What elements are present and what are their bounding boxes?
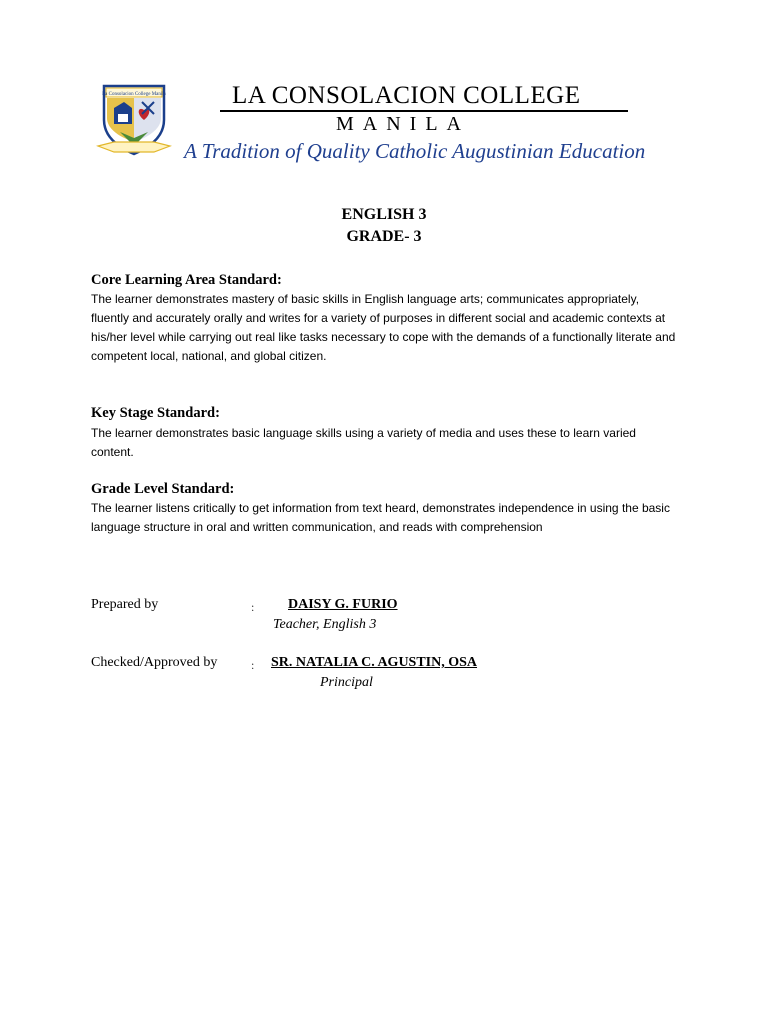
college-seal-logo [96, 80, 172, 158]
prepared-by-colon: : [251, 600, 255, 614]
checked-by-colon: : [251, 658, 255, 672]
grade-level-heading: Grade Level Standard: [91, 481, 235, 497]
grade-level-text: The learner listens critically to get information from text heard, demonstrates independence in using the basic language structure in oral and written communication, and reads with comprehension [91, 501, 670, 534]
core-standard-heading: Core Learning Area Standard: [91, 272, 282, 288]
college-name: LA CONSOLACION COLLEGE [232, 82, 581, 109]
college-tagline: A Tradition of Quality Catholic Augustinian Education [184, 139, 646, 163]
prepared-by-label: Prepared by [91, 597, 159, 612]
approver-title: Principal [320, 675, 373, 690]
key-stage-heading: Key Stage Standard: [91, 405, 220, 421]
svg-text:La Consolacion College Manila: La Consolacion College Manila [102, 92, 166, 97]
preparer-name: DAISY G. FURIO [288, 597, 398, 612]
college-city: MANILA [336, 113, 470, 135]
core-standard-text: The learner demonstrates mastery of basic skills in English language arts; communicates appropriately, fluently and accurately orally and writes for a variety of purposes in different social and academic contexts at his/her level while carrying out real like tasks necessary to cope with the demands of a functionally literate and competent local, national, and global citizen. [91, 292, 676, 363]
approver-name: SR. NATALIA C. AGUSTIN, OSA [271, 655, 478, 670]
preparer-title: Teacher, English 3 [273, 617, 377, 632]
header-divider [220, 110, 628, 112]
checked-by-label: Checked/Approved by [91, 655, 218, 670]
subject-title: ENGLISH 3 [341, 206, 427, 223]
grade-title: GRADE- 3 [346, 228, 422, 245]
key-stage-text: The learner demonstrates basic language skills using a variety of media and uses these to learn varied content. [91, 426, 636, 459]
